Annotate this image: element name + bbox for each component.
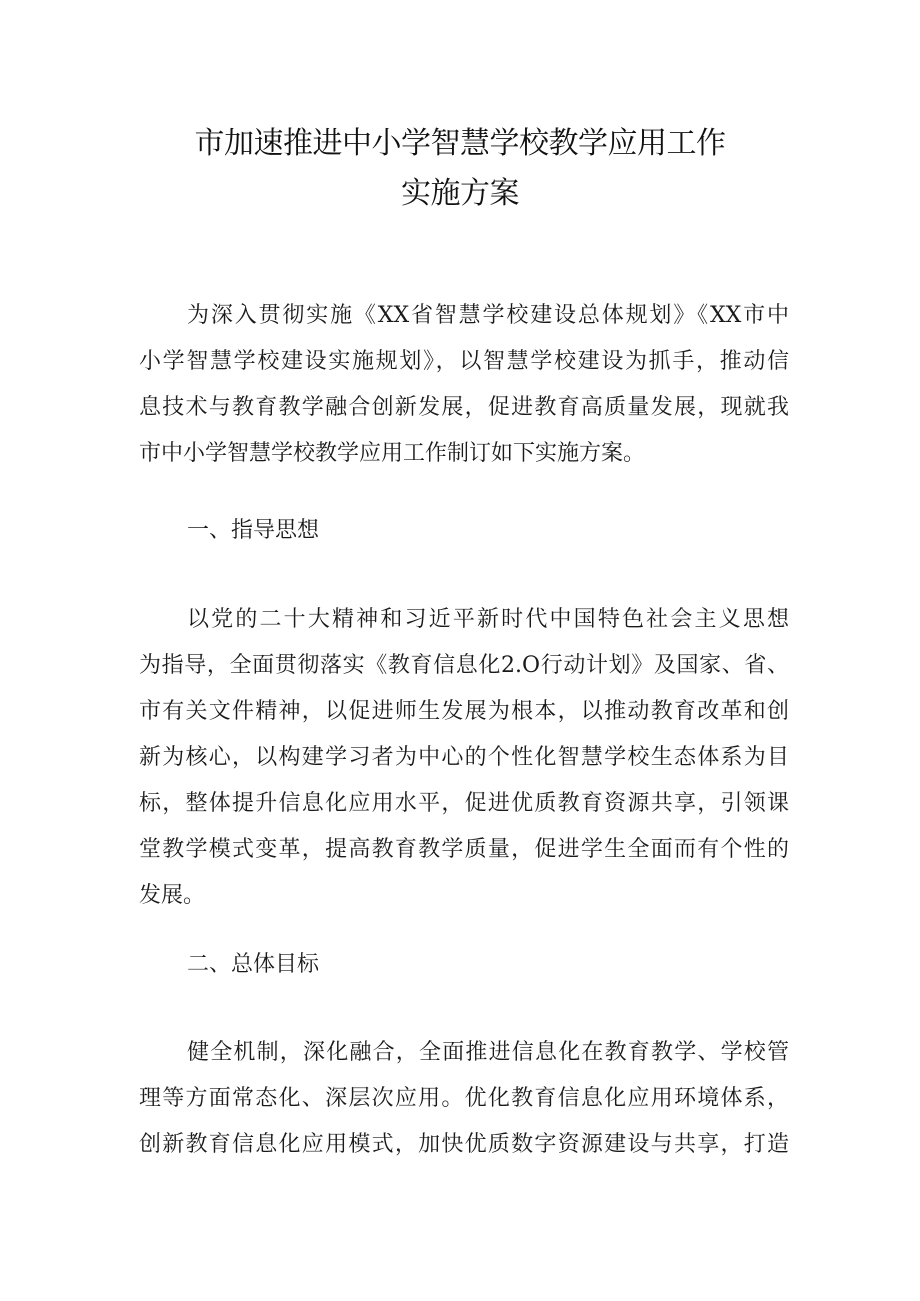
- paragraph-line: 标，整体提升信息化应用水平，促进优质教育资源共享，引领课: [139, 791, 789, 816]
- paragraph-line: 以党的二十大精神和习近平新时代中国特色社会主义思想: [187, 607, 789, 632]
- paragraph-line: 市中小学智慧学校教学应用工作制订如下实施方案。: [139, 441, 646, 466]
- intro-paragraph: [139, 293, 789, 477]
- guiding-ideology-paragraph: [139, 597, 789, 919]
- overall-goals-paragraph: [139, 1030, 789, 1168]
- paragraph-line: 理等方面常态化、深层次应用。优化教育信息化应用环境体系，: [139, 1086, 789, 1111]
- section-heading-guiding-ideology: 一、指导思想: [187, 518, 320, 543]
- paragraph-line: 为深入贯彻实施《XX省智慧学校建设总体规划》《XX市中: [187, 303, 789, 328]
- document-title-line-1: 市加速推进中小学智慧学校教学应用工作: [194, 126, 726, 161]
- paragraph-line: 小学智慧学校建设实施规划》，以智慧学校建设为抓手，推动信: [139, 349, 789, 374]
- paragraph-line: 为指导，全面贯彻落实《教育信息化2.O行动计划》及国家、省、: [139, 653, 789, 678]
- paragraph-line: 息技术与教育教学融合创新发展，促进教育高质量发展，现就我: [139, 395, 789, 420]
- paragraph-line: 市有关文件精神，以促进师生发展为根本，以推动教育改革和创: [139, 699, 789, 724]
- paragraph-line: 发展。: [139, 883, 206, 908]
- paragraph-line: 创新教育信息化应用模式，加快优质数字资源建设与共享，打造: [139, 1132, 789, 1157]
- section-heading-overall-goals: 二、总体目标: [187, 952, 320, 977]
- paragraph-line: 健全机制，深化融合，全面推进信息化在教育教学、学校管: [187, 1040, 789, 1065]
- paragraph-line: 堂教学模式变革，提高教育教学质量，促进学生全面而有个性的: [139, 837, 789, 862]
- paragraph-line: 新为核心，以构建学习者为中心的个性化智慧学校生态体系为目: [139, 745, 789, 770]
- document-title-line-2: 实施方案: [401, 176, 519, 211]
